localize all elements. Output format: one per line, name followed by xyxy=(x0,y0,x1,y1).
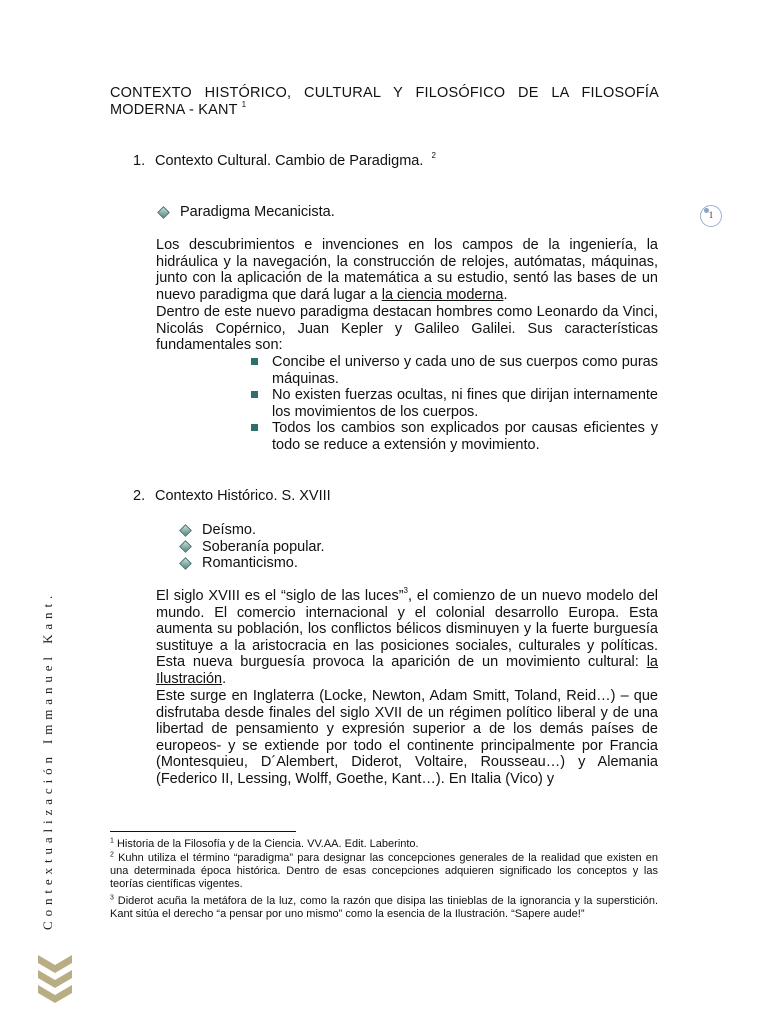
diamond-bullet-icon xyxy=(157,206,170,219)
diamond-bullet-icon xyxy=(179,557,192,570)
section1-heading: 1. Contexto Cultural. Cambio de Paradigma. $^2$ xyxy=(133,151,436,169)
page-dot-icon xyxy=(704,208,709,213)
link-ciencia-moderna: la ciencia moderna xyxy=(381,286,504,303)
section1-paragraph-1: Los descubrimientos e invenciones en los campos de la ingeniería, la hidráulica y la navegación, la construcción de relojes, autómatas, máquinas, junto con la aplicación de la matemática a su estudio, sentó las bases de un nuevo paradigma que dará lugar a la ciencia moderna. xyxy=(156,237,658,303)
link-ilustracion: la Ilustración xyxy=(156,654,658,687)
section2-paragraph-2: Este surge en Inglaterra (Locke, Newton, Adam Smitt, Toland, Reid…) – que disfrutaba desde finales del siglo XVII de un régimen político liberal y de una libertad de pensamiento y expresión superior a de los demás países de europeos- y se extiende por todo el continente principalmente por Francia (Montesquieu, D´Alembert, Diderot, Voltaire, Rousseau…) y Alemania (Federico II, Lessing, Wolff, Goethe, Kant…). En Italia (Vico) y xyxy=(156,688,658,787)
square-bullet-icon xyxy=(251,358,258,365)
list-item: Soberanía popular. xyxy=(178,539,325,556)
list-item: No existen fuerzas ocultas, ni fines que dirijan internamente los movimientos de los cuerpos. xyxy=(250,387,658,420)
footnote-2: $^2$ Kuhn utiliza el término “paradigma” para designar las concepciones generales de la realidad que existen en una determinada época histórica. Dentro de esas concepciones adquieren significado los conceptos y las teorías científicas vigentes. xyxy=(110,851,658,890)
diamond-bullet-icon xyxy=(179,541,192,554)
footnote-divider xyxy=(110,831,296,832)
section1-bullet-list xyxy=(250,354,658,454)
section2-heading: 2. Contexto Histórico. S. XVIII xyxy=(133,488,331,504)
section2-paragraph-1: El siglo XVIII es el “siglo de las luces”$^3$, el comienzo de un nuevo modelo del mundo. El comercio internacional y el colonial desarrollo Europa. Esta aumenta su población, los conflictos bélicos disminuyen y la fuerte burguesía sustituye a la aristocracia en las posiciones sociales, culturales y políticas. Esta nueva burguesía provoca la aparición de un movimiento cultural: la Ilustración. xyxy=(156,586,658,687)
list-item: Deísmo. xyxy=(178,522,325,539)
page-number-badge: 1 xyxy=(700,205,722,227)
diamond-bullet-icon xyxy=(179,524,192,537)
list-item: Romanticismo. xyxy=(178,555,325,572)
footnote-ref-1: 1 xyxy=(241,100,247,110)
square-bullet-icon xyxy=(251,424,258,431)
footnote-1: $^1$ Historia de la Filosofía y de la Ciencia. VV.AA. Edit. Laberinto. xyxy=(110,837,419,850)
footnote-ref-3: 3 xyxy=(403,586,408,596)
square-bullet-icon xyxy=(251,391,258,398)
section1-subheading: Paradigma Mecanicista. xyxy=(156,204,335,221)
footnote-3: $^3$ Diderot acuña la metáfora de la luz, como la razón que disipa las tinieblas de la ignorancia y la superstición. Kant sitúa el derecho “a pensar por uno mismo” como la esencia de la Ilustración. “Sapere aude!” xyxy=(110,894,658,920)
chevron-down-icon xyxy=(38,955,72,1005)
document-title: CONTEXTO HISTÓRICO, CULTURAL Y FILOSÓFICO DE LA FILOSOFÍA MODERNA - KANT $^1$ xyxy=(110,85,659,118)
list-item: Todos los cambios son explicados por causas eficientes y todo se reduce a extensión y movimiento. xyxy=(250,420,658,453)
sidebar-vertical-title: Contextualización Immanuel Kant. xyxy=(40,590,55,930)
list-item: Concibe el universo y cada uno de sus cuerpos como puras máquinas. xyxy=(250,354,658,387)
section2-list xyxy=(178,522,325,572)
section1-paragraph-2: Dentro de este nuevo paradigma destacan hombres como Leonardo da Vinci, Nicolás Copérnico, Juan Kepler y Galileo Galilei. Sus características fundamentales son: xyxy=(156,304,658,354)
